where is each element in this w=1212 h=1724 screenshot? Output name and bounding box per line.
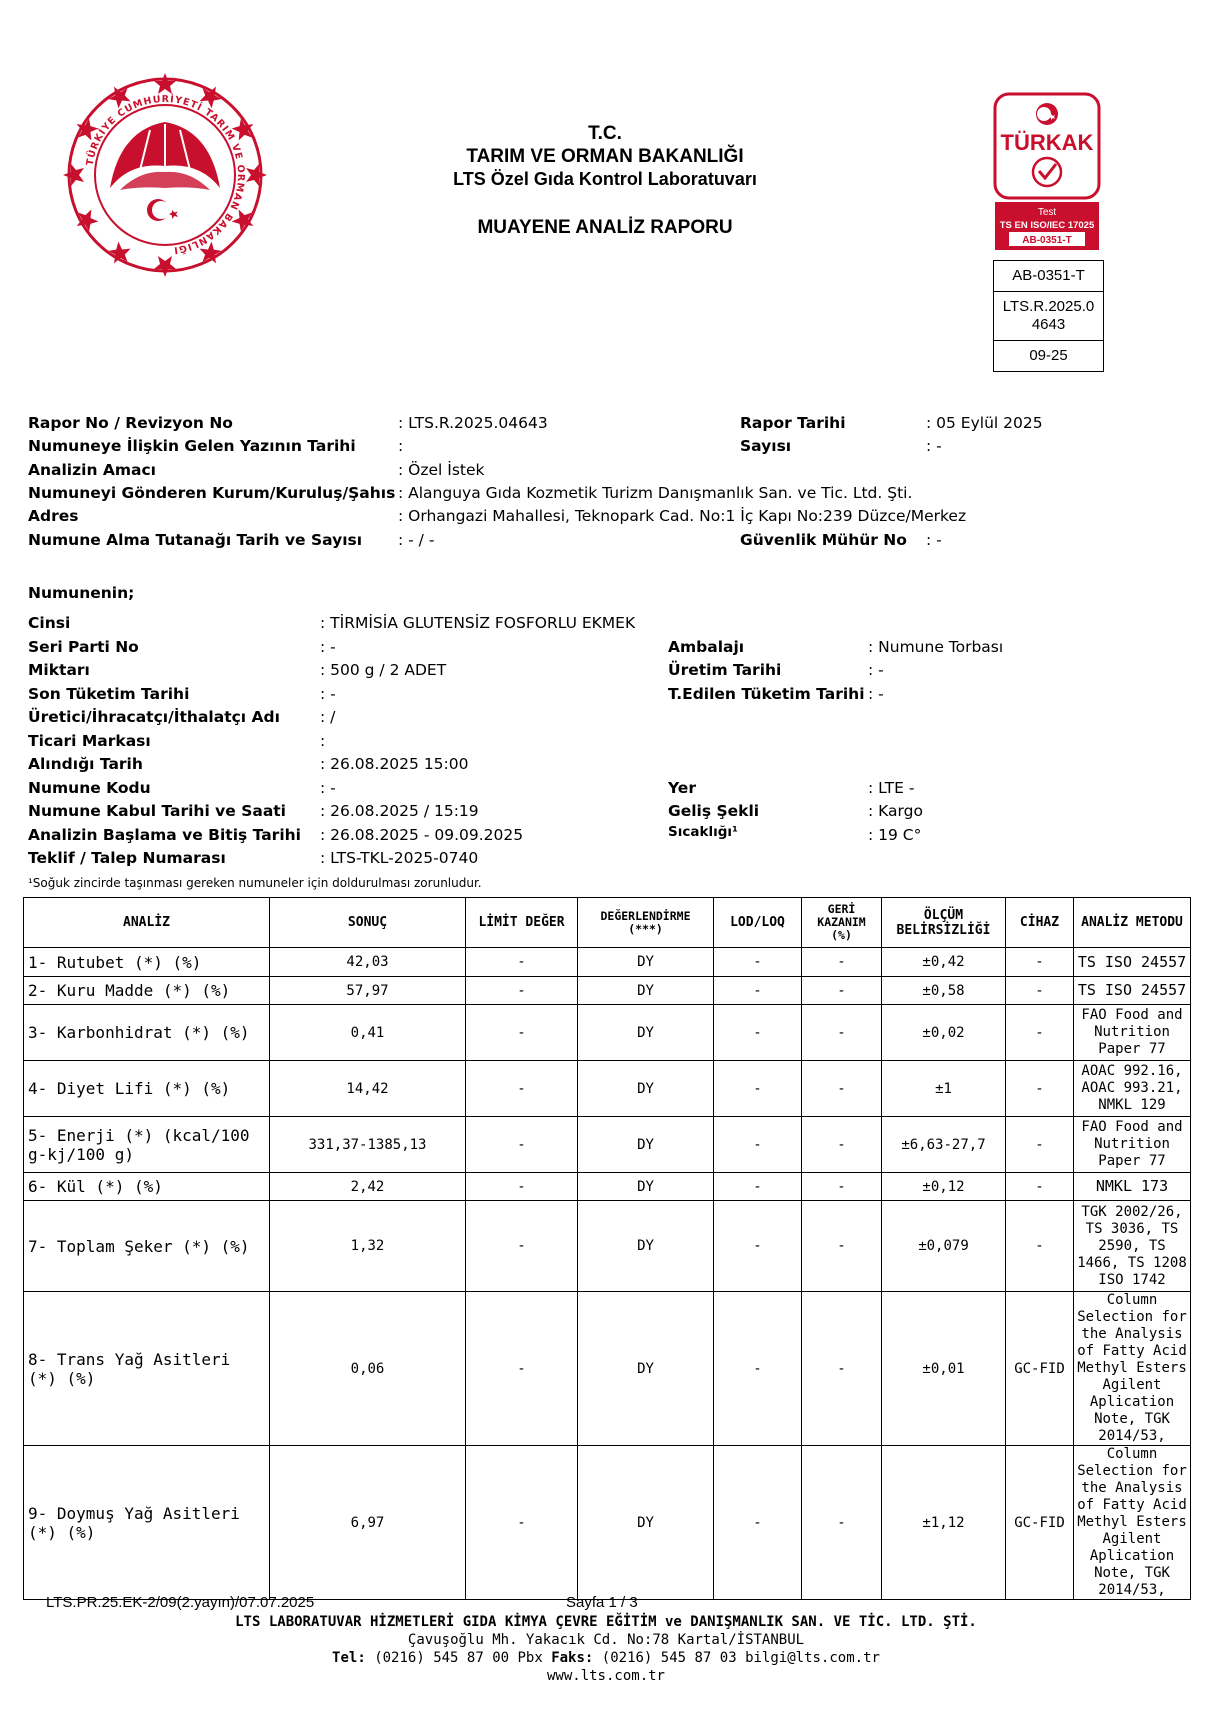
row-geri-kazanim: - <box>802 1005 882 1061</box>
amac-value: : Özel İstek <box>398 461 485 479</box>
row-geri-kazanim: - <box>802 977 882 1005</box>
row-degerlendirme: DY <box>578 1173 714 1201</box>
teklif-value: : LTS-TKL-2025-0740 <box>320 849 479 867</box>
row-sonuc: 57,97 <box>270 977 466 1005</box>
row-degerlendirme: DY <box>578 948 714 977</box>
row-olcum: ±1 <box>882 1061 1006 1117</box>
page-number: Sayfa 1 / 3 <box>566 1594 638 1611</box>
gelis-label: Geliş Şekli <box>668 802 760 820</box>
row-geri-kazanim: - <box>802 1201 882 1292</box>
col-olcum-belirsizligi: ÖLÇÜM BELİRSİZLİĞİ <box>882 898 1006 948</box>
row-lodloq: - <box>714 1173 802 1201</box>
row-limit: - <box>466 977 578 1005</box>
sayisi-value: : - <box>926 437 942 455</box>
alindigi-label: Alındığı Tarih <box>28 755 143 773</box>
col-lodloq: LOD/LOQ <box>714 898 802 948</box>
table-row <box>24 1173 1191 1201</box>
row-geri-kazanim: - <box>802 948 882 977</box>
marka-value: : <box>320 732 326 750</box>
row-sonuc: 14,42 <box>270 1061 466 1117</box>
report-title: MUAYENE ANALİZ RAPORU <box>477 217 733 238</box>
row-metod: NMKL 173 <box>1074 1173 1191 1201</box>
sample-heading: Numunenin; <box>28 584 135 602</box>
col-limit: LİMİT DEĞER <box>466 898 578 948</box>
table-row <box>24 948 1191 977</box>
header-tc: T.C. <box>588 123 622 144</box>
muhur-value: : - <box>926 531 942 549</box>
row-cihaz: - <box>1006 1117 1074 1173</box>
row-metod: TGK 2002/26, TS 3036, TS 2590, TS 1466, TS 1208 ISO 1742 <box>1074 1201 1191 1292</box>
table-row <box>24 1117 1191 1173</box>
row-metod: AOAC 992.16, AOAC 993.21, NMKL 129 <box>1074 1061 1191 1117</box>
rapor-no-label: Rapor No / Revizyon No <box>28 414 233 432</box>
row-analiz: 8- Trans Yağ Asitleri (*) (%) <box>24 1292 270 1446</box>
row-limit: - <box>466 1005 578 1061</box>
row-sonuc: 2,42 <box>270 1173 466 1201</box>
row-degerlendirme: DY <box>578 1117 714 1173</box>
skt-value: : - <box>320 685 336 703</box>
row-olcum: ±0,42 <box>882 948 1006 977</box>
accreditation-code-box <box>993 260 1104 372</box>
cold-chain-footnote: ¹Soğuk zincirde taşınması gereken numuneler için doldurulması zorunludur. <box>28 876 482 890</box>
row-metod: Column Selection for the Analysis of Fatty Acid Methyl Esters Agilent Aplication Note, TGK 2014/53, <box>1074 1292 1191 1446</box>
row-limit: - <box>466 1292 578 1446</box>
row-lodloq: - <box>714 977 802 1005</box>
row-cihaz: - <box>1006 1201 1074 1292</box>
skt-label: Son Tüketim Tarihi <box>28 685 190 703</box>
tett-label: T.Edilen Tüketim Tarihi <box>668 685 865 703</box>
row-analiz: 5- Enerji (*) (kcal/100 g-kj/100 g) <box>24 1117 270 1173</box>
row-cihaz: GC-FID <box>1006 1446 1074 1600</box>
row-limit: - <box>466 1446 578 1600</box>
company-website: www.lts.com.tr <box>546 1668 665 1684</box>
row-cihaz: - <box>1006 948 1074 977</box>
yazi-tarihi-label: Numuneye İlişkin Gelen Yazının Tarihi <box>28 437 356 455</box>
row-degerlendirme: DY <box>578 1446 714 1600</box>
row-analiz: 2- Kuru Madde (*) (%) <box>24 977 270 1005</box>
row-sonuc: 1,32 <box>270 1201 466 1292</box>
gonderen-value: : Alanguya Gıda Kozmetik Turizm Danışmanlık San. ve Tic. Ltd. Şti. <box>398 484 913 502</box>
row-analiz: 1- Rutubet (*) (%) <box>24 948 270 977</box>
gonderen-label: Numuneyi Gönderen Kurum/Kuruluş/Şahıs <box>28 484 396 502</box>
sicaklik-label: Sıcaklığı¹ <box>668 824 738 840</box>
company-contact <box>0 1650 1212 1666</box>
company-name: LTS LABORATUVAR HİZMETLERİ GIDA KİMYA ÇEVRE EĞİTİM ve DANIŞMANLIK SAN. VE TİC. LTD. ŞTİ. <box>235 1614 977 1630</box>
kod-value: : - <box>320 779 336 797</box>
table-header-row <box>24 898 1191 948</box>
rapor-no-value: : LTS.R.2025.04643 <box>398 414 548 432</box>
ambalaj-value: : Numune Torbası <box>868 638 1004 656</box>
row-degerlendirme: DY <box>578 1201 714 1292</box>
yer-label: Yer <box>668 779 696 797</box>
row-lodloq: - <box>714 1005 802 1061</box>
col-cihaz: CİHAZ <box>1006 898 1074 948</box>
row-lodloq: - <box>714 1446 802 1600</box>
document-code: LTS.PR.25.EK-2/09(2.yayın)/07.07.2025 <box>46 1594 315 1611</box>
col-degerlendirme: DEĞERLENDİRME (***) <box>578 898 714 948</box>
kabul-value: : 26.08.2025 / 15:19 <box>320 802 479 820</box>
fax-label: Faks: <box>551 1650 594 1666</box>
row-analiz: 3- Karbonhidrat (*) (%) <box>24 1005 270 1061</box>
turkak-accreditation-logo <box>993 92 1101 252</box>
col-analiz: ANALİZ <box>24 898 270 948</box>
uretici-label: Üretici/İhracatçı/İthalatçı Adı <box>28 708 280 726</box>
header-lab-name: LTS Özel Gıda Kontrol Laboratuvarı <box>453 169 757 189</box>
row-olcum: ±0,02 <box>882 1005 1006 1061</box>
row-cihaz: - <box>1006 1005 1074 1061</box>
row-lodloq: - <box>714 1061 802 1117</box>
row-metod: Column Selection for the Analysis of Fatty Acid Methyl Esters Agilent Aplication Note, TGK 2014/53, <box>1074 1446 1191 1600</box>
kabul-label: Numune Kabul Tarihi ve Saati <box>28 802 286 820</box>
table-row <box>24 1061 1191 1117</box>
row-lodloq: - <box>714 1292 802 1446</box>
fax-value: (0216) 545 87 03 bilgi@lts.com.tr <box>593 1650 880 1666</box>
alindigi-value: : 26.08.2025 15:00 <box>320 755 469 773</box>
row-cihaz: - <box>1006 1173 1074 1201</box>
table-row <box>24 977 1191 1005</box>
row-limit: - <box>466 1201 578 1292</box>
row-sonuc: 6,97 <box>270 1446 466 1600</box>
row-sonuc: 0,41 <box>270 1005 466 1061</box>
row-metod: TS ISO 24557 <box>1074 977 1191 1005</box>
row-olcum: ±0,12 <box>882 1173 1006 1201</box>
miktar-value: : 500 g / 2 ADET <box>320 661 447 679</box>
accreditation-report-ref: LTS.R.2025.0 4643 <box>994 292 1103 341</box>
gelis-value: : Kargo <box>868 802 923 820</box>
sicaklik-value: : 19 C° <box>868 826 922 844</box>
table-row <box>24 1005 1191 1061</box>
accreditation-code: AB-0351-T <box>994 261 1103 292</box>
tel-value: (0216) 545 87 00 Pbx <box>365 1650 552 1666</box>
row-cihaz: GC-FID <box>1006 1292 1074 1446</box>
teklif-label: Teklif / Talep Numarası <box>28 849 226 867</box>
row-analiz: 7- Toplam Şeker (*) (%) <box>24 1201 270 1292</box>
row-analiz: 6- Kül (*) (%) <box>24 1173 270 1201</box>
row-lodloq: - <box>714 1117 802 1173</box>
row-degerlendirme: DY <box>578 1061 714 1117</box>
yer-value: : LTE - <box>868 779 915 797</box>
row-degerlendirme: DY <box>578 1292 714 1446</box>
svg-text:AB-0351-T: AB-0351-T <box>1022 235 1072 246</box>
analysis-results-table <box>23 897 1191 1600</box>
row-limit: - <box>466 1061 578 1117</box>
rapor-tarihi-value: : 05 Eylül 2025 <box>926 414 1043 432</box>
uretim-label: Üretim Tarihi <box>668 661 782 679</box>
adres-label: Adres <box>28 507 79 525</box>
row-cihaz: - <box>1006 1061 1074 1117</box>
header-ministry: TARIM VE ORMAN BAKANLIĞI <box>466 146 744 167</box>
svg-text:TS EN ISO/IEC 17025: TS EN ISO/IEC 17025 <box>999 220 1095 231</box>
adres-value: : Orhangazi Mahallesi, Teknopark Cad. No:1 İç Kapı No:239 Düzce/Merkez <box>398 507 967 525</box>
table-row <box>24 1201 1191 1292</box>
row-geri-kazanim: - <box>802 1446 882 1600</box>
company-address: Çavuşoğlu Mh. Yakacık Cd. No:78 Kartal/İSTANBUL <box>407 1632 805 1648</box>
svg-text:TÜRKİYE CUMHURİYETİ TARIM VE O: TÜRKİYE CUMHURİYETİ TARIM VE ORMAN BAKANLIĞI <box>84 93 247 256</box>
row-metod: TS ISO 24557 <box>1074 948 1191 977</box>
row-geri-kazanim: - <box>802 1061 882 1117</box>
seri-value: : - <box>320 638 336 656</box>
row-degerlendirme: DY <box>578 977 714 1005</box>
marka-label: Ticari Markası <box>28 732 151 750</box>
rapor-tarihi-label: Rapor Tarihi <box>740 414 846 432</box>
miktar-label: Miktarı <box>28 661 90 679</box>
row-degerlendirme: DY <box>578 1005 714 1061</box>
row-olcum: ±0,079 <box>882 1201 1006 1292</box>
kod-label: Numune Kodu <box>28 779 151 797</box>
row-geri-kazanim: - <box>802 1117 882 1173</box>
sayisi-label: Sayısı <box>740 437 792 455</box>
row-geri-kazanim: - <box>802 1173 882 1201</box>
tutanak-value: : - / - <box>398 531 435 549</box>
cinsi-value: : TİRMİSİA GLUTENSİZ FOSFORLU EKMEK <box>320 614 636 632</box>
cinsi-label: Cinsi <box>28 614 71 632</box>
row-lodloq: - <box>714 1201 802 1292</box>
row-analiz: 4- Diyet Lifi (*) (%) <box>24 1061 270 1117</box>
col-sonuc: SONUÇ <box>270 898 466 948</box>
col-geri-kazanim: GERİ KAZANIM (%) <box>802 898 882 948</box>
row-sonuc: 0,06 <box>270 1292 466 1446</box>
col-analiz-metodu: ANALİZ METODU <box>1074 898 1191 948</box>
row-sonuc: 42,03 <box>270 948 466 977</box>
uretici-value: : / <box>320 708 336 726</box>
row-sonuc: 331,37-1385,13 <box>270 1117 466 1173</box>
svg-text:TÜRKAK: TÜRKAK <box>1000 130 1094 155</box>
row-olcum: ±6,63-27,7 <box>882 1117 1006 1173</box>
row-limit: - <box>466 1173 578 1201</box>
row-metod: FAO Food and Nutrition Paper 77 <box>1074 1117 1191 1173</box>
yazi-tarihi-value: : <box>398 437 404 455</box>
accreditation-date: 09-25 <box>1029 347 1068 364</box>
ambalaj-label: Ambalajı <box>668 638 745 656</box>
row-olcum: ±0,58 <box>882 977 1006 1005</box>
analiz-tarih-label: Analizin Başlama ve Bitiş Tarihi <box>28 826 301 844</box>
tel-label: Tel: <box>332 1650 366 1666</box>
row-geri-kazanim: - <box>802 1292 882 1446</box>
svg-text:Test: Test <box>1037 207 1057 218</box>
row-cihaz: - <box>1006 977 1074 1005</box>
table-row <box>24 1446 1191 1600</box>
row-limit: - <box>466 1117 578 1173</box>
amac-label: Analizin Amacı <box>28 461 156 479</box>
row-metod: FAO Food and Nutrition Paper 77 <box>1074 1005 1191 1061</box>
tutanak-label: Numune Alma Tutanağı Tarih ve Sayısı <box>28 531 363 549</box>
tett-value: : - <box>868 685 884 703</box>
table-row <box>24 1292 1191 1446</box>
row-olcum: ±1,12 <box>882 1446 1006 1600</box>
row-olcum: ±0,01 <box>882 1292 1006 1446</box>
row-lodloq: - <box>714 948 802 977</box>
analiz-tarih-value: : 26.08.2025 - 09.09.2025 <box>320 826 524 844</box>
row-analiz: 9- Doymuş Yağ Asitleri (*) (%) <box>24 1446 270 1600</box>
muhur-label: Güvenlik Mühür No <box>740 531 907 549</box>
uretim-value: : - <box>868 661 884 679</box>
row-limit: - <box>466 948 578 977</box>
seri-label: Seri Parti No <box>28 638 139 656</box>
